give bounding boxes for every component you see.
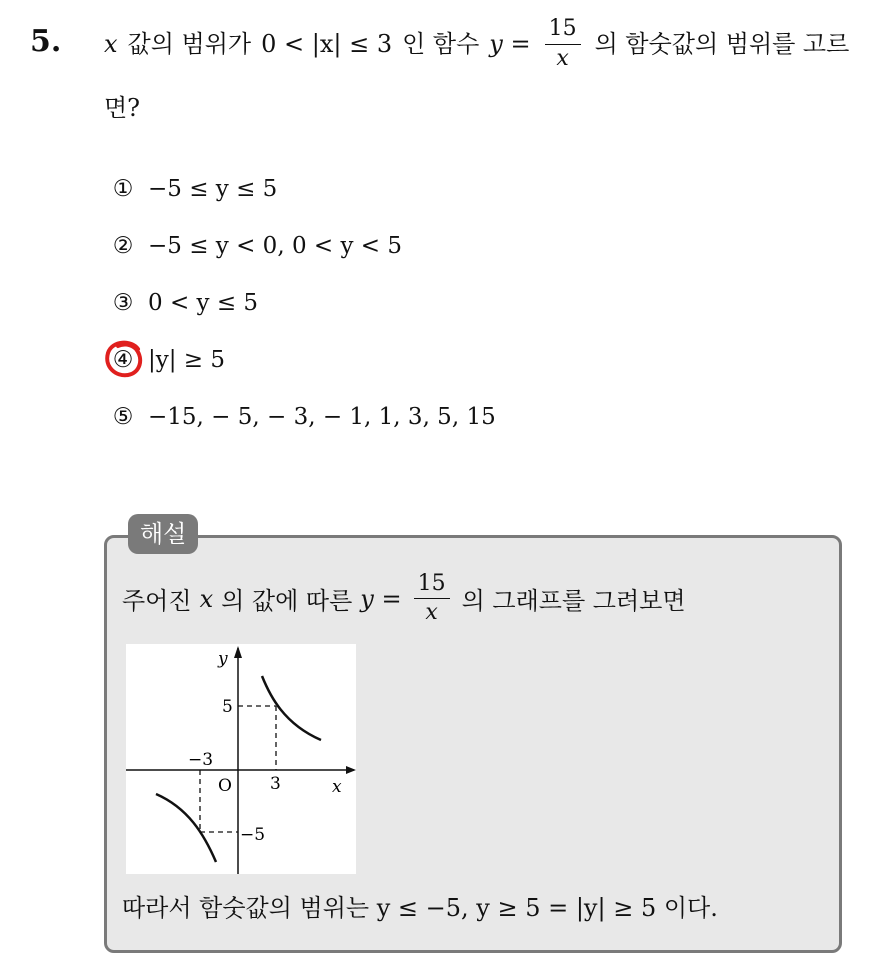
graph-svg	[126, 644, 356, 874]
fraction-numerator: 15	[545, 17, 581, 44]
curve-positive-branch	[262, 676, 321, 740]
choice-number: ④	[112, 347, 134, 373]
choice-4[interactable]	[110, 347, 225, 373]
fraction-denominator: x	[556, 45, 569, 71]
choice-text: |y| ≥ 5	[148, 347, 226, 373]
choice-text: −5 ≤ y < 0, 0 < y < 5	[148, 233, 402, 259]
tick-label-5: 5	[222, 697, 233, 717]
choice-text: −15, − 5, − 3, − 1, 1, 3, 5, 15	[148, 404, 496, 430]
function-fraction	[545, 17, 581, 70]
tick-label-neg5: −5	[240, 825, 266, 845]
function-lhs: y =	[489, 30, 531, 58]
solution-function-lhs: y =	[360, 584, 402, 613]
x-axis-label: x	[332, 777, 342, 797]
x-axis-arrow	[346, 766, 356, 774]
tick-label-neg3: −3	[188, 750, 214, 770]
stem-part2: 인 함수	[402, 30, 480, 58]
choice-number: ③	[112, 290, 134, 316]
solution-fraction	[414, 572, 450, 625]
solution-text-a: 주어진	[122, 587, 192, 616]
stem-part4: 면?	[104, 94, 141, 122]
solution-line-2: 따라서 함숫값의 범위는 y ≤ −5, y ≥ 5 = |y| ≥ 5 이다.	[122, 894, 718, 922]
solution-text-c: 의 그래프를 그려보면	[461, 587, 686, 616]
var-x: x	[104, 30, 118, 58]
choice-2[interactable]	[110, 233, 402, 259]
solution-var-x: x	[199, 584, 214, 613]
origin-label: O	[218, 776, 232, 796]
solution-tag: 해설	[128, 514, 198, 554]
question-number: 5.	[30, 24, 62, 59]
choice-number: ①	[112, 176, 134, 202]
question-stem	[104, 16, 849, 120]
y-axis-arrow	[234, 646, 242, 658]
choice-3[interactable]	[110, 290, 258, 316]
curve-negative-branch	[156, 794, 216, 862]
tick-label-3: 3	[270, 774, 281, 794]
choice-number: ⑤	[112, 404, 134, 430]
choice-text: 0 < y ≤ 5	[148, 290, 259, 316]
fraction-numerator: 15	[414, 572, 450, 599]
fraction-denominator: x	[425, 600, 438, 626]
condition: 0 < |x| ≤ 3	[261, 30, 393, 58]
stem-part1: 값의 범위가	[127, 30, 252, 58]
choice-number: ②	[112, 233, 134, 259]
choice-1[interactable]	[110, 176, 277, 202]
solution-text-b: 의 값에 따른	[221, 587, 353, 616]
choice-5[interactable]	[110, 404, 496, 430]
solution-line-1	[122, 572, 686, 625]
y-axis-label: y	[218, 649, 228, 669]
answer-circle-mark	[100, 335, 148, 383]
hyperbola-graph	[126, 644, 356, 874]
stem-part3: 의 함숫값의 범위를 고르	[594, 30, 850, 58]
choice-text: −5 ≤ y ≤ 5	[148, 176, 278, 202]
